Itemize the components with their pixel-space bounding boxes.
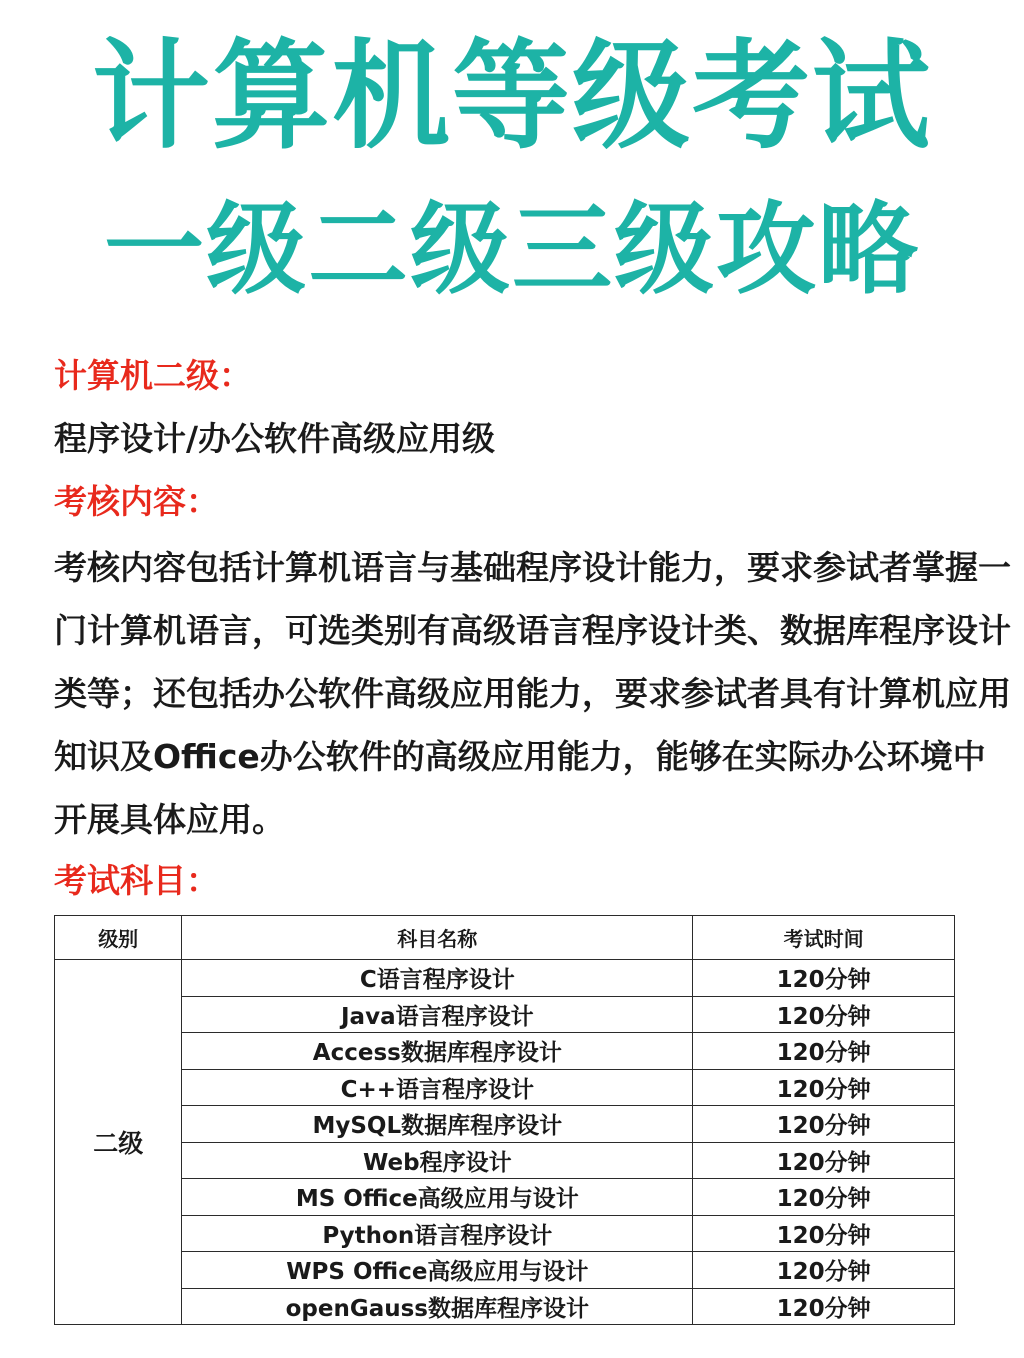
level-description: 程序设计/办公软件高级应用级 [54,419,496,458]
subjects-table [54,915,955,1325]
table-row [55,996,955,1033]
table-row [55,1033,955,1070]
sub-title: 一级二级三级攻略 [104,191,920,308]
time-cell: 120分钟 [693,1106,955,1143]
time-cell: 120分钟 [693,1179,955,1216]
header-level: 级别 [55,916,182,960]
time-cell: 120分钟 [693,1069,955,1106]
subject-cell: C语言程序设计 [182,960,693,997]
header-time: 考试时间 [693,916,955,960]
table-row [55,1215,955,1252]
time-cell: 120分钟 [693,1033,955,1070]
table-row [55,1142,955,1179]
subject-cell: Web程序设计 [182,1142,693,1179]
time-cell: 120分钟 [693,1142,955,1179]
time-cell: 120分钟 [693,1252,955,1289]
table-row [55,960,955,997]
subject-cell: Access数据库程序设计 [182,1033,693,1070]
time-cell: 120分钟 [693,960,955,997]
content-paragraph: 考核内容包括计算机语言与基础程序设计能力，要求参试者掌握一门计算机语言，可选类别有高级语言程序设计类、数据库程序设计类等；还包括办公软件高级应用能力，要求参试者具有计算机应用知识及Office办公软件的高级应用能力，能够在实际办公环境中开展具体应用。 [54,548,1011,839]
table-row [55,1179,955,1216]
subject-cell: Python语言程序设计 [182,1215,693,1252]
table-row [55,1288,955,1325]
section-heading-content: 考核内容： [54,482,219,521]
time-cell: 120分钟 [693,1288,955,1325]
subject-cell: C++语言程序设计 [182,1069,693,1106]
table-header-row [55,916,955,960]
time-cell: 120分钟 [693,996,955,1033]
main-title: 计算机等级考试 [91,27,932,165]
table-row [55,1106,955,1143]
table-row [55,1252,955,1289]
subject-cell: openGauss数据库程序设计 [182,1288,693,1325]
section-heading-subjects: 考试科目： [54,861,219,900]
subject-cell: MS Office高级应用与设计 [182,1179,693,1216]
header-subject: 科目名称 [182,916,693,960]
subject-cell: MySQL数据库程序设计 [182,1106,693,1143]
level-cell: 二级 [55,960,182,1325]
subject-cell: Java语言程序设计 [182,996,693,1033]
time-cell: 120分钟 [693,1215,955,1252]
section-heading-level: 计算机二级： [54,356,252,395]
table-row [55,1069,955,1106]
subject-cell: WPS Office高级应用与设计 [182,1252,693,1289]
